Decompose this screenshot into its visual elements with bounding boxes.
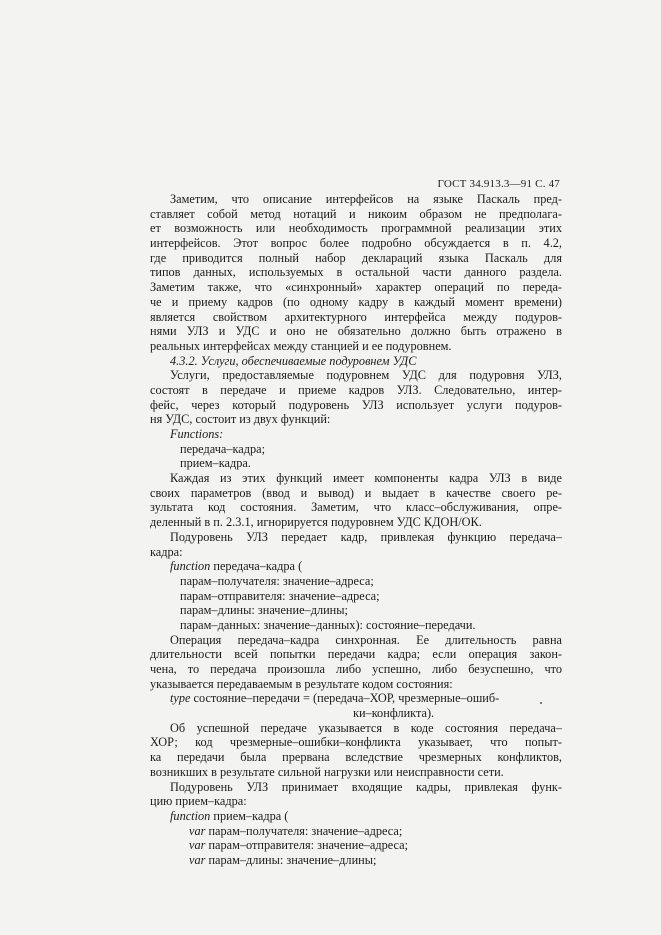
text-line: своих параметров (ввод и вывод) и выдает в качестве своего ре- bbox=[150, 485, 562, 500]
code-line: парам–данных: значение–данных): состояние–передачи. bbox=[180, 617, 476, 632]
text-line: ня УДС, состоит из двух функций: bbox=[150, 412, 331, 427]
text-line: является свойством архитектурного интерфейса между подуров- bbox=[150, 309, 562, 324]
code-line: ки–конфликта). bbox=[353, 706, 435, 721]
code-keyword: function bbox=[170, 559, 211, 574]
code-line bbox=[150, 824, 562, 839]
text-line: цию прием–кадра: bbox=[150, 794, 247, 809]
text-line: Услуги, предоставляемые подуровнем УДС для подуровня УЛЗ, bbox=[170, 368, 562, 383]
code-text: парам–получателя: значение–адреса; bbox=[205, 823, 403, 838]
code-keyword: var bbox=[189, 823, 206, 838]
code-text: парам–длины: значение–длины; bbox=[205, 852, 377, 867]
section-heading: 4.3.2. Услуги, обеспечиваемые подуровнем УДС bbox=[170, 353, 417, 368]
code-keyword: var bbox=[189, 838, 206, 853]
text-line: чена, то передача произошла либо успешно, либо безуспешно, что bbox=[150, 662, 562, 676]
code-keyword: function bbox=[170, 808, 211, 823]
text-line: реальных интерфейсах между станцией и ее подуровнем. bbox=[150, 338, 452, 353]
text-line: Каждая из этих функций имеет компоненты кадра УЛЗ в виде bbox=[170, 471, 562, 486]
text-line: ХОР; код чрезмерные–ошибки–конфликта указывает, что попыт- bbox=[150, 735, 562, 750]
text-line: кадра: bbox=[150, 544, 183, 559]
text-line: ет возможность или необходимость программной реализации этих bbox=[150, 221, 562, 236]
text-line: ка передачи была прервана вследствие чрезмерных конфликтов, bbox=[150, 750, 562, 765]
text-line: нями УЛЗ и УДС и оно не обязательно должно быть отражено в bbox=[150, 324, 562, 339]
text-line: деленный в п. 2.3.1, игнорируется подуровнем УДС КДОН/ОК. bbox=[150, 515, 482, 530]
text-line: длительности всей попытки передачи кадра; если операция закон- bbox=[150, 647, 562, 662]
text-line: Заметим также, что «синхронный» характер операций по переда- bbox=[150, 280, 562, 295]
text-line: типов данных, используемых в остальной части данного раздела. bbox=[150, 265, 562, 280]
code-line: парам–длины: значение–длины; bbox=[180, 603, 348, 618]
scan-speck bbox=[540, 702, 542, 704]
text-line: че и приему кадров (по одному кадру в каждый момент времени) bbox=[150, 294, 562, 309]
code-text: состояние–передачи = (передача–ХОР, чрезмерные–ошиб- bbox=[190, 691, 500, 706]
text-line: Об успешной передаче указывается в коде состояния передача– bbox=[170, 720, 562, 735]
code-text: прием–кадра ( bbox=[210, 808, 289, 823]
code-line bbox=[150, 838, 562, 853]
code-keyword: var bbox=[189, 852, 206, 867]
text-line: прием–кадра. bbox=[180, 456, 251, 471]
code-keyword: type bbox=[170, 691, 191, 706]
code-line bbox=[150, 853, 562, 868]
text-line: ставляет собой метод нотаций и никоим образом не предполага- bbox=[150, 206, 562, 221]
text-line: Подуровень УЛЗ принимает входящие кадры, привлекая функ- bbox=[170, 779, 562, 794]
functions-label: Functions: bbox=[170, 427, 224, 441]
text-line: фейс, через который подуровень УЛЗ использует услуги подуров- bbox=[150, 397, 562, 412]
code-text: парам–отправителя: значение–адреса; bbox=[205, 838, 409, 853]
text-line: зультата код состояния. Заметим, что класс–обслуживания, опре- bbox=[150, 500, 562, 515]
text-line: интерфейсов. Этот вопрос более подробно обсуждается в п. 4.2, bbox=[150, 236, 562, 251]
code-line: парам–отправителя: значение–адреса; bbox=[180, 588, 380, 603]
code-text: передача–кадра ( bbox=[210, 559, 303, 574]
text-line: состоят в передаче и приеме кадров УЛЗ. Следовательно, интер- bbox=[150, 382, 562, 397]
document-body bbox=[150, 192, 562, 868]
text-line: Подуровень УЛЗ передает кадр, привлекая функцию передача– bbox=[170, 529, 562, 544]
code-line bbox=[150, 809, 562, 824]
code-line bbox=[150, 559, 562, 574]
text-line: где приводится полный набор деклараций языка Паскаль для bbox=[150, 250, 562, 265]
code-line bbox=[150, 691, 562, 706]
text-line: Операция передача–кадра синхронная. Ее длительность равна bbox=[170, 632, 562, 647]
text-line: возникших в результате сильной нагрузки или неисправности сети. bbox=[150, 764, 504, 779]
page-header: ГОСТ 34.913.3—91 С. 47 bbox=[437, 178, 560, 190]
text-line: передача–кадра; bbox=[180, 441, 266, 456]
code-line: парам–получателя: значение–адреса; bbox=[180, 573, 374, 588]
text-line: Заметим, что описание интерфейсов на языке Паскаль пред- bbox=[170, 192, 562, 206]
text-line: указывается передаваемым в результате кодом состояния: bbox=[150, 676, 453, 691]
